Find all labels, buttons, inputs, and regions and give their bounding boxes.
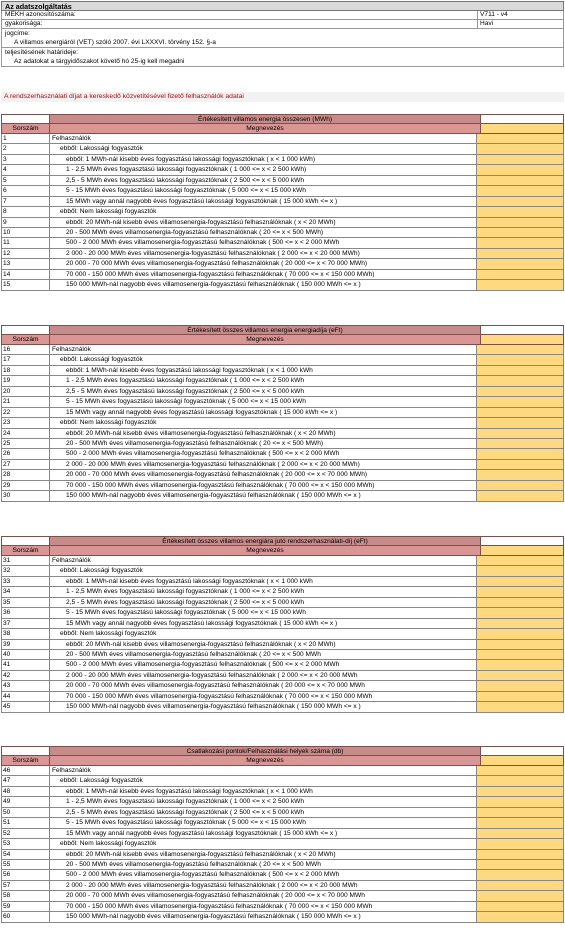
table-row (1, 197, 564, 207)
table-row (1, 692, 564, 702)
header-spacer (2, 747, 50, 755)
row-label: 20 - 500 MWh éves villamosenergia-fogyasztású felhasználóknak ( 20 <= x < 500 MWh (66, 860, 321, 868)
table-row (1, 640, 564, 650)
value-input-cell[interactable] (476, 870, 563, 879)
header-spacer (480, 115, 563, 123)
frequency-label: gyakorisága: (5, 20, 43, 27)
info-title: Az adatszolgáltatás (1, 1, 564, 11)
row-label: ebből: 20 MWh-nál kisebb éves villamosenergia-fogyasztású felhasználóknak ( x < 20 MWh) (66, 640, 336, 648)
header-spacer (480, 537, 563, 545)
legal-basis-label: jogcíme: (5, 30, 30, 37)
value-input-cell[interactable] (476, 249, 563, 258)
row-label: 1 - 2,5 MWh éves fogyasztású lakossági fogyasztóknak ( 1 000 <= x < 2 500 kWh (66, 588, 305, 596)
section-title: A rendszerhasználati díjat a kereskedő közvetítésével fizető felhasználók adatai (1, 92, 564, 102)
value-input-cell[interactable] (476, 259, 563, 268)
row-label: 1 - 2,5 MWh éves fogyasztású lakossági fogyasztóknak ( 1 000 <= x < 2 500 kWh) (66, 166, 307, 174)
row-number: 25 (2, 439, 50, 448)
value-input-cell[interactable] (476, 902, 563, 911)
row-number: 51 (2, 818, 50, 827)
row-number: 7 (2, 197, 50, 206)
table-row (1, 808, 564, 818)
table-row (1, 881, 564, 891)
col-header-megnevezes: Megnevezés (246, 336, 284, 343)
table-title-row (1, 114, 564, 124)
header-spacer (480, 747, 563, 755)
info-panel (1, 1, 564, 67)
row-number: 15 (2, 280, 50, 289)
value-input-cell[interactable] (476, 881, 563, 890)
value-input-cell[interactable] (476, 155, 563, 164)
value-input-cell[interactable] (476, 640, 563, 649)
row-label: Felhasználók (52, 135, 91, 142)
table-row (1, 839, 564, 849)
table-title: Értékesített összes villamos energia energiadíja (eFt) (187, 327, 343, 334)
row-number: 52 (2, 829, 50, 838)
col-header-sorszam: Sorszám (2, 335, 50, 344)
row-number: 45 (2, 702, 50, 711)
row-label: 5 - 15 MWh éves fogyasztású lakossági fogyasztóknak ( 5 000 <= x < 15 000 kWh (66, 819, 306, 827)
deadline-label: teljesítésének határideje: (5, 49, 78, 56)
row-number: 33 (2, 577, 50, 586)
value-input-cell[interactable] (476, 481, 563, 490)
row-number: 20 (2, 387, 50, 396)
header-spacer (480, 326, 563, 334)
value-input-cell[interactable] (476, 808, 563, 817)
row-number: 37 (2, 619, 50, 628)
row-number: 24 (2, 429, 50, 438)
table-title: Értékesített villamos energia összesen (MWh) (197, 116, 333, 123)
row-label: ebből: 1 MWh-nál kisebb éves fogyasztású lakossági fogyasztóknak ( x < 1 000 kWh (66, 577, 313, 585)
legal-basis-block (1, 29, 564, 48)
table-row (1, 660, 564, 670)
table-row (1, 891, 564, 901)
col-header-megnevezes: Megnevezés (246, 125, 284, 132)
value-input-cell[interactable] (476, 408, 563, 417)
col-header-megnevezes: Megnevezés (246, 547, 284, 554)
row-label: 2,5 - 5 MWh éves fogyasztású lakossági fogyasztóknak ( 2 500 <= x < 5 000 kWh (66, 808, 305, 816)
row-label: ebből: 20 MWh-nál kisebb éves villamosenergia-fogyasztású felhasználóknak ( x < 20 MWh) (66, 429, 336, 437)
table-row (1, 481, 564, 491)
row-number: 46 (2, 766, 50, 775)
value-input-cell[interactable] (476, 270, 563, 279)
table-row (1, 619, 564, 629)
mekh-value: V711 - v4 (477, 11, 563, 19)
value-input-cell[interactable] (476, 702, 563, 711)
value-input-cell[interactable] (476, 692, 563, 701)
row-label: Felhasználók (52, 557, 91, 564)
row-label: ebből: Nem lakossági fogyasztók (60, 208, 157, 216)
row-number: 21 (2, 397, 50, 406)
row-number: 17 (2, 355, 50, 364)
row-label: ebből: 1 MWh-nál kisebb éves fogyasztású lakossági fogyasztóknak ( x < 1 000 kWh (66, 366, 313, 374)
table-title-row (1, 325, 564, 335)
value-input-cell[interactable] (476, 197, 563, 206)
table-row (1, 376, 564, 386)
table-row (1, 355, 564, 365)
row-number: 11 (2, 238, 50, 247)
value-input-cell[interactable] (476, 839, 563, 848)
col-header-value (480, 124, 563, 133)
table-title-row (1, 746, 564, 756)
row-label: ebből: 20 MWh-nál kisebb éves villamosenergia-fogyasztású felhasználóknak ( x < 20 MWh) (66, 850, 336, 858)
row-number: 56 (2, 870, 50, 879)
mekh-row (1, 11, 564, 20)
value-input-cell[interactable] (476, 619, 563, 628)
column-header-row (1, 335, 564, 345)
row-number: 9 (2, 218, 50, 227)
row-number: 40 (2, 650, 50, 659)
table-title: Értékesített összes villamos energiára jutó rendszerhasználati-díj (eFt) (162, 538, 368, 545)
row-label: ebből: 1 MWh-nál kisebb éves fogyasztású lakossági fogyasztóknak ( x < 1 000 kWh (66, 787, 313, 795)
row-number: 31 (2, 556, 50, 565)
table-row (1, 429, 564, 439)
row-label: 15 MWh vagy annál nagyobb éves fogyasztású lakossági fogyasztóknak ( 15 000 kWh <= x ) (66, 197, 338, 205)
row-label: 20 - 500 MWh éves villamosenergia-fogyasztású felhasználóknak ( 20 <= x < 500 MWh (66, 650, 321, 658)
header-spacer (2, 115, 50, 123)
col-header-megnevezes: Megnevezés (246, 757, 284, 764)
value-input-cell[interactable] (476, 491, 563, 500)
value-input-cell[interactable] (476, 681, 563, 690)
row-label: 500 - 2 000 MWh éves villamosenergia-fogyasztású felhasználóknak ( 500 <= x < 2 000 MWh (66, 239, 340, 247)
row-label: 150 000 MWh-nál nagyobb éves villamosenergia-fogyasztású felhasználóknak ( 150 000 MWh <= x ) (66, 913, 361, 921)
row-number: 39 (2, 640, 50, 649)
row-label: 2,5 - 5 MWh éves fogyasztású lakossági fogyasztóknak ( 2 500 <= x < 5 000 kWh (66, 176, 305, 184)
row-label: ebből: 1 MWh-nál kisebb éves fogyasztású lakossági fogyasztóknak ( x < 1 000 kWh) (66, 155, 316, 163)
table-row (1, 228, 564, 238)
row-number: 55 (2, 860, 50, 869)
table-row (1, 449, 564, 459)
value-input-cell[interactable] (476, 766, 563, 775)
row-number: 6 (2, 186, 50, 195)
table-row (1, 165, 564, 175)
row-number: 47 (2, 776, 50, 785)
value-input-cell[interactable] (476, 460, 563, 469)
value-input-cell[interactable] (476, 144, 563, 153)
row-number: 10 (2, 228, 50, 237)
value-input-cell[interactable] (476, 355, 563, 364)
row-label: 2,5 - 5 MWh éves fogyasztású lakossági fogyasztóknak ( 2 500 <= x < 5 000 kWh (66, 387, 305, 395)
row-number: 29 (2, 481, 50, 490)
table-row (1, 270, 564, 280)
row-label: ebből: Nem lakossági fogyasztók (60, 840, 157, 848)
value-input-cell[interactable] (476, 776, 563, 785)
row-label: 2 000 - 20 000 MWh éves villamosenergia-fogyasztású felhasználóknak ( 2 000 <= x < 20 000 MWh (66, 881, 358, 889)
row-number: 36 (2, 608, 50, 617)
value-input-cell[interactable] (476, 345, 563, 354)
value-input-cell[interactable] (476, 418, 563, 427)
value-input-cell[interactable] (476, 470, 563, 479)
row-number: 34 (2, 587, 50, 596)
row-label: 150 000 MWh-nál nagyobb éves villamosenergia-fogyasztású felhasználóknak ( 150 000 MWh <= x ) (66, 703, 361, 711)
header-spacer (2, 326, 50, 334)
row-number: 54 (2, 850, 50, 859)
value-input-cell[interactable] (476, 186, 563, 195)
value-input-cell[interactable] (476, 397, 563, 406)
row-label: 1 - 2,5 MWh éves fogyasztású lakossági fogyasztóknak ( 1 000 <= x < 2 500 kWh (66, 377, 305, 385)
table-row (1, 608, 564, 618)
deadline-block (1, 48, 564, 67)
table-row (1, 280, 564, 290)
row-label: 500 - 2 000 MWh éves villamosenergia-fogyasztású felhasználóknak ( 500 <= x < 2 000 MWh (66, 661, 340, 669)
row-label: 15 MWh vagy annál nagyobb éves fogyasztású lakossági fogyasztóknak ( 15 000 kWh <= x ) (66, 829, 338, 837)
row-label: Felhasználók (52, 346, 91, 353)
data-table (1, 114, 564, 291)
row-number: 16 (2, 345, 50, 354)
column-header-row (1, 756, 564, 766)
value-input-cell[interactable] (476, 376, 563, 385)
table-row (1, 134, 564, 144)
value-input-cell[interactable] (476, 650, 563, 659)
table-row (1, 439, 564, 449)
table-row (1, 218, 564, 228)
row-label: 70 000 - 150 000 MWh éves villamosenergia-fogyasztású felhasználóknak ( 70 000 <= x < 150 000 MWh (66, 692, 373, 700)
row-number: 60 (2, 912, 50, 921)
row-label: ebből: Nem lakossági fogyasztók (60, 419, 157, 427)
row-label: 5 - 15 MWh éves fogyasztású lakossági fogyasztóknak ( 5 000 <= x < 15 000 kWh (66, 398, 306, 406)
row-number: 43 (2, 681, 50, 690)
table-row (1, 144, 564, 154)
row-label: Felhasználók (52, 767, 91, 774)
value-input-cell[interactable] (476, 566, 563, 575)
row-number: 58 (2, 891, 50, 900)
table-row (1, 238, 564, 248)
value-input-cell[interactable] (476, 818, 563, 827)
column-header-row (1, 546, 564, 556)
col-header-sorszam: Sorszám (2, 756, 50, 765)
row-label: 5 - 15 MWh éves fogyasztású lakossági fogyasztóknak ( 5 000 <= x < 15 000 kWh (66, 609, 306, 617)
row-label: 500 - 2 000 MWh éves villamosenergia-fogyasztású felhasználóknak ( 500 <= x < 2 000 MWh (66, 450, 340, 458)
row-number: 22 (2, 408, 50, 417)
col-header-value (480, 546, 563, 555)
legal-basis-value: A villamos energiáról (VET) szóló 2007. évi LXXXVI. törvény 152. §-a (14, 39, 216, 46)
table-row (1, 408, 564, 418)
data-table (1, 325, 564, 502)
table-row (1, 766, 564, 776)
row-number: 5 (2, 176, 50, 185)
row-label: ebből: Lakossági fogyasztók (60, 567, 143, 575)
table-row (1, 418, 564, 428)
row-number: 38 (2, 629, 50, 638)
table-row (1, 650, 564, 660)
value-input-cell[interactable] (476, 860, 563, 869)
col-header-sorszam: Sorszám (2, 124, 50, 133)
row-number: 14 (2, 270, 50, 279)
row-number: 2 (2, 144, 50, 153)
row-label: ebből: 20 MWh-nál kisebb éves villamosenergia-fogyasztású felhasználóknak ( x < 20 MWh) (66, 218, 336, 226)
value-input-cell[interactable] (476, 891, 563, 900)
table-row (1, 629, 564, 639)
value-input-cell[interactable] (476, 829, 563, 838)
value-input-cell[interactable] (476, 797, 563, 806)
row-label: 20 - 500 MWh éves villamosenergia-fogyasztású felhasználóknak ( 20 <= x < 500 MWh) (66, 228, 324, 236)
row-number: 28 (2, 470, 50, 479)
table-row (1, 870, 564, 880)
row-number: 26 (2, 449, 50, 458)
table-title: Csatlakozási pontok/Felhasználási helyek száma (db) (186, 748, 344, 755)
row-label: 70 000 - 150 000 MWh éves villamosenergia-fogyasztású felhasználóknak ( 70 000 <= x < 150 000 MWh) (66, 481, 375, 489)
row-label: 1 - 2,5 MWh éves fogyasztású lakossági fogyasztóknak ( 1 000 <= x < 2 500 kWh (66, 798, 305, 806)
value-input-cell[interactable] (476, 238, 563, 247)
table-row (1, 860, 564, 870)
table-row (1, 850, 564, 860)
row-number: 8 (2, 207, 50, 216)
table-row (1, 249, 564, 259)
row-label: 150 000 MWh-nál nagyobb éves villamosenergia-fogyasztású felhasználóknak ( 150 000 MWh <= x ) (66, 281, 361, 289)
value-input-cell[interactable] (476, 598, 563, 607)
value-input-cell[interactable] (476, 429, 563, 438)
row-label: 150 000 MWh-nál nagyobb éves villamosenergia-fogyasztású felhasználóknak ( 150 000 MWh <= x ) (66, 492, 361, 500)
table-row (1, 460, 564, 470)
row-number: 49 (2, 797, 50, 806)
mekh-label: MEKH azonosítószáma: (5, 11, 76, 18)
table-row (1, 470, 564, 480)
table-row (1, 776, 564, 786)
value-input-cell[interactable] (476, 629, 563, 638)
table-row (1, 598, 564, 608)
row-number: 4 (2, 165, 50, 174)
value-input-cell[interactable] (476, 608, 563, 617)
value-input-cell[interactable] (476, 366, 563, 375)
table-title-row (1, 536, 564, 546)
table-row (1, 702, 564, 712)
frequency-value: Havi (477, 20, 563, 28)
column-header-row (1, 124, 564, 134)
value-input-cell[interactable] (476, 439, 563, 448)
row-number: 12 (2, 249, 50, 258)
table-row (1, 155, 564, 165)
table-row (1, 186, 564, 196)
table-row (1, 902, 564, 912)
value-input-cell[interactable] (476, 228, 563, 237)
value-input-cell[interactable] (476, 787, 563, 796)
table-row (1, 566, 564, 576)
row-label: 20 - 500 MWh éves villamosenergia-fogyasztású felhasználóknak ( 20 <= x < 500 MWh) (66, 439, 324, 447)
col-header-sorszam: Sorszám (2, 546, 50, 555)
value-input-cell[interactable] (476, 660, 563, 669)
row-label: 15 MWh vagy annál nagyobb éves fogyasztású lakossági fogyasztóknak ( 15 000 kWh <= x ) (66, 408, 338, 416)
row-label: ebből: Lakossági fogyasztók (60, 356, 143, 364)
row-label: 2,5 - 5 MWh éves fogyasztású lakossági fogyasztóknak ( 2 500 <= x < 5 000 kWh (66, 598, 305, 606)
row-number: 42 (2, 671, 50, 680)
row-label: ebből: Lakossági fogyasztók (60, 145, 143, 153)
row-label: 5 - 15 MWh éves fogyasztású lakossági fogyasztóknak ( 5 000 <= x < 15 000 kWh (66, 187, 306, 195)
value-input-cell[interactable] (476, 556, 563, 565)
row-label: 2 000 - 20 000 MWh éves villamosenergia-fogyasztású felhasználóknak ( 2 000 <= x < 20 000 MWh) (66, 460, 360, 468)
row-number: 18 (2, 366, 50, 375)
table-row (1, 491, 564, 501)
row-label: ebből: Lakossági fogyasztók (60, 777, 143, 785)
header-spacer (2, 537, 50, 545)
value-input-cell[interactable] (476, 912, 563, 921)
table-row (1, 345, 564, 355)
row-number: 41 (2, 660, 50, 669)
table-row (1, 797, 564, 807)
value-input-cell[interactable] (476, 165, 563, 174)
row-label: 70 000 - 150 000 MWh éves villamosenergia-fogyasztású felhasználóknak ( 70 000 <= x < 150 000 MWh) (66, 270, 375, 278)
row-number: 30 (2, 491, 50, 500)
table-row (1, 818, 564, 828)
row-number: 48 (2, 787, 50, 796)
table-row (1, 207, 564, 217)
table-row (1, 397, 564, 407)
row-number: 13 (2, 259, 50, 268)
row-label: 2 000 - 20 000 MWh éves villamosenergia-fogyasztású felhasználóknak ( 2 000 <= x < 20 000 MWh) (66, 249, 360, 257)
row-number: 32 (2, 566, 50, 575)
value-input-cell[interactable] (476, 671, 563, 680)
table-row (1, 366, 564, 376)
value-input-cell[interactable] (476, 387, 563, 396)
row-label: 20 000 - 70 000 MWh éves villamosenergia-fogyasztású felhasználóknak ( 20 000 <= x < 70 000 MWh (66, 892, 365, 900)
value-input-cell[interactable] (476, 207, 563, 216)
value-input-cell[interactable] (476, 577, 563, 586)
value-input-cell[interactable] (476, 218, 563, 227)
row-label: 70 000 - 150 000 MWh éves villamosenergia-fogyasztású felhasználóknak ( 70 000 <= x < 150 000 MWh (66, 902, 373, 910)
value-input-cell[interactable] (476, 280, 563, 289)
row-number: 44 (2, 692, 50, 701)
col-header-value (480, 335, 563, 344)
row-label: ebből: Nem lakossági fogyasztók (60, 630, 157, 638)
row-number: 35 (2, 598, 50, 607)
data-table (1, 536, 564, 713)
data-table (1, 746, 564, 923)
deadline-value: Az adatokat a tárgyidőszakot követő hó 25-ig kell megadni (14, 58, 185, 65)
table-row (1, 829, 564, 839)
row-number: 59 (2, 902, 50, 911)
value-input-cell[interactable] (476, 449, 563, 458)
table-row (1, 387, 564, 397)
row-number: 53 (2, 839, 50, 848)
table-row (1, 587, 564, 597)
frequency-row (1, 20, 564, 29)
table-row (1, 259, 564, 269)
value-input-cell[interactable] (476, 176, 563, 185)
table-row (1, 787, 564, 797)
row-number: 50 (2, 808, 50, 817)
value-input-cell[interactable] (476, 587, 563, 596)
row-label: 2 000 - 20 000 MWh éves villamosenergia-fogyasztású felhasználóknak ( 2 000 <= x < 20 000 MWh (66, 671, 358, 679)
row-label: 20 000 - 70 000 MWh éves villamosenergia-fogyasztású felhasználóknak ( 20 000 <= x < 70 000 MWh) (66, 471, 368, 479)
row-number: 19 (2, 376, 50, 385)
row-label: 500 - 2 000 MWh éves villamosenergia-fogyasztású felhasználóknak ( 500 <= x < 2 000 MWh (66, 871, 340, 879)
table-row (1, 681, 564, 691)
value-input-cell[interactable] (476, 850, 563, 859)
row-number: 3 (2, 155, 50, 164)
table-row (1, 912, 564, 922)
row-label: 20 000 - 70 000 MWh éves villamosenergia-fogyasztású felhasználóknak ( 20 000 <= x < 70 000 MWh) (66, 260, 368, 268)
table-row (1, 556, 564, 566)
row-number: 27 (2, 460, 50, 469)
row-number: 1 (2, 134, 50, 143)
table-row (1, 671, 564, 681)
row-label: 15 MWh vagy annál nagyobb éves fogyasztású lakossági fogyasztóknak ( 15 000 kWh <= x ) (66, 619, 338, 627)
row-number: 57 (2, 881, 50, 890)
row-label: 20 000 - 70 000 MWh éves villamosenergia-fogyasztású felhasználóknak ( 20 000 <= x < 70 000 MWh (66, 682, 365, 690)
row-number: 23 (2, 418, 50, 427)
table-row (1, 577, 564, 587)
value-input-cell[interactable] (476, 134, 563, 143)
col-header-value (480, 756, 563, 765)
table-row (1, 176, 564, 186)
